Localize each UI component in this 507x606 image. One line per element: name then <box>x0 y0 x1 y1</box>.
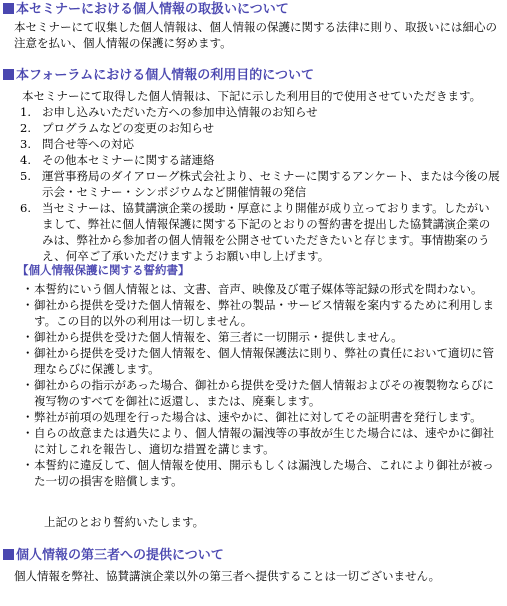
list-item: 5. 運営事務局のダイアローグ株式会社より、セミナーに関するアンケート、または今後の展示会・セミナー・シンポジウムなど開催情報の発信 <box>20 169 500 199</box>
list-item: ・ 弊社が前項の処理を行った場合は、速やかに、御社に対してその証明書を発行します。 <box>22 410 482 424</box>
list-item: ・ 本誓約に違反して、個人情報を使用、開示もしくは漏洩した場合、これにより御社が被った一切の損害を賠償します。 <box>22 458 494 488</box>
list-item: ・ 御社から提供を受けた個人情報を、個人情報保護法に則り、弊社の責任において適切に管理ならびに保護します。 <box>22 346 494 376</box>
list-item: 2. プログラムなどの変更のお知らせ <box>20 121 215 135</box>
square-bullet-icon <box>3 3 14 14</box>
section-title: 本フォーラムにおける個人情報の利用目的について <box>16 68 314 83</box>
section-paragraph-third-party <box>14 568 499 584</box>
list-item: 1. お申し込みいただいた方への参加申込情報のお知らせ <box>20 105 318 119</box>
section-heading-purpose <box>3 68 314 84</box>
list-item: ・ 自らの故意または過失により、個人情報の漏洩等の事故が生じた場合には、速やかに御社に対しこれを報告し、適切な措置を講じます。 <box>22 426 494 456</box>
list-item: ・ 御社から提供を受けた個人情報を、第三者に一切開示・提供しません。 <box>22 330 403 344</box>
list-item: ・ 本誓約にいう個人情報とは、文書、音声、映像及び電子媒体等記録の形式を問わない。 <box>22 282 483 296</box>
purpose-intro <box>22 88 502 104</box>
paragraph-text: 本セミナーにて収集した個人情報は、個人情報の保護に関する法律に則り、取扱いには細心の注意を払い、個人情報の保護に努めます。 <box>14 20 497 50</box>
pledge-list <box>22 281 500 489</box>
pledge-closing: 上記のとおり誓約いたします。 <box>44 515 205 529</box>
list-item: ・ 御社から提供を受けた個人情報を、弊社の製品・サービス情報を案内するために利用します。この目的以外の利用は一切しません。 <box>22 298 494 328</box>
list-item: 6. 当セミナーは、協賛講演企業の援助・厚意により開催が成り立っております。したがいまして、弊社に個人情報保護に関する下記のとおりの誓約書を提出した協賛講演企業のみは、弊社から参加者の個人情報を公開させていただきたいと存じます。事情勘案のうえ、何卒ご了承いただけますようお願い申し上げます。 <box>20 201 491 263</box>
paragraph-text: 個人情報を弊社、協賛講演企業以外の第三者へ提供することは一切ございません。 <box>14 569 441 583</box>
list-item: 4. その他本セミナーに関する諸連絡 <box>20 153 215 167</box>
square-bullet-icon <box>3 549 14 560</box>
list-item: ・ 御社からの指示があった場合、御社から提供を受けた個人情報およびその複製物ならびに複写物のすべてを御社に返還し、または、廃棄します。 <box>22 378 494 408</box>
paragraph-text: 本セミナーにて取得した個人情報は、下記に示した利用目的で使用させていただきます。 <box>22 89 482 103</box>
purpose-list <box>20 104 500 264</box>
section-heading-handling <box>3 2 289 18</box>
square-bullet-icon <box>3 69 14 80</box>
section-paragraph-handling <box>14 19 499 51</box>
section-title: 本セミナーにおける個人情報の取扱いについて <box>16 2 289 17</box>
list-item: 3. 問合せ等への対応 <box>20 137 134 151</box>
section-title: 個人情報の第三者への提供について <box>16 548 224 563</box>
section-heading-third-party <box>3 548 224 564</box>
pledge-heading: 【個人情報保護に関する誓約書】 <box>17 263 190 277</box>
